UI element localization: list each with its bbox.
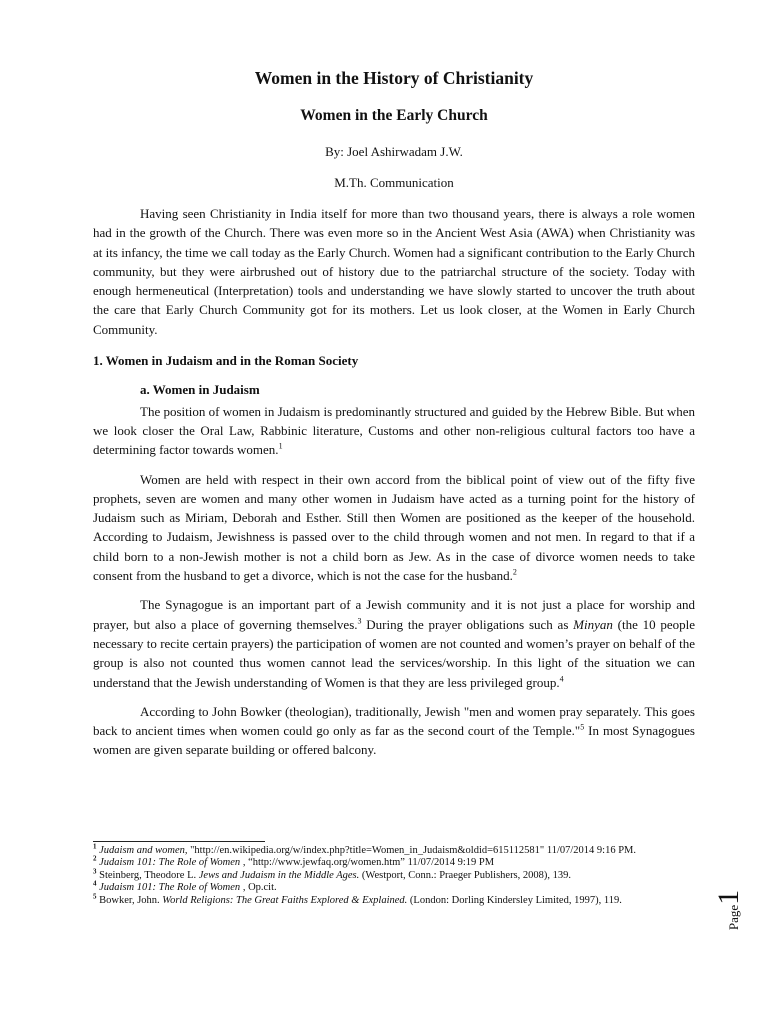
footnote-title: Judaism and women, xyxy=(99,845,188,856)
footnote-5 xyxy=(93,892,693,907)
footnote-2 xyxy=(93,854,693,869)
footnote-ref: 1 xyxy=(278,441,283,451)
footnote-4 xyxy=(93,879,693,894)
footnote-ref: 4 xyxy=(559,674,564,684)
paragraph-text: In most Synagogues women are given separate building or offered balcony. xyxy=(93,723,695,758)
italic-term: Minyan xyxy=(573,616,613,632)
footnote-ref: 3 xyxy=(357,616,362,626)
author-line: By: Joel Ashirwadam J.W. xyxy=(325,144,463,159)
footnote-title: World Religions: The Great Faiths Explored & Explained. xyxy=(162,894,408,906)
footnote-divider xyxy=(93,841,265,842)
footnote-text: , Op.cit. xyxy=(240,882,277,894)
footnote-3 xyxy=(93,867,693,882)
paragraph-text: The position of women in Judaism is predominantly structured and guided by the Hebrew Bible. But when we look closer the Oral Law, Rabbinic literature, Customs and other non-religious cultural factors too have a determining factor towards women. xyxy=(93,403,695,458)
degree-line: M.Th. Communication xyxy=(334,175,454,190)
paragraph-2 xyxy=(93,470,695,586)
footnote-text: (Westport, Conn.: Praeger Publishers, 2008), 139. xyxy=(359,869,572,881)
document-subtitle: Women in the Early Church xyxy=(300,107,488,124)
footnote-title: Judaism 101: The Role of Women xyxy=(99,857,241,869)
footnotes xyxy=(93,842,693,907)
page-number xyxy=(712,885,762,935)
paragraph-4 xyxy=(93,702,695,760)
footnote-number: 5 xyxy=(93,892,97,901)
footnote-number: 2 xyxy=(93,854,97,863)
paragraph-1 xyxy=(93,402,695,460)
footnote-number: 4 xyxy=(93,879,97,888)
footnote-text: "http://en.wikipedia.org/w/index.php?title=Women_in_Judaism&oldid=615112581" 11/07/2014 9:16 PM. xyxy=(187,845,636,856)
page-label: Page xyxy=(726,904,741,931)
footnote-number: 3 xyxy=(93,867,97,876)
body-text xyxy=(93,204,695,760)
footnote-ref: 2 xyxy=(512,567,517,577)
footnote-text: , “http://www.jewfaq.org/women.htm” 11/07/2014 9:19 PM xyxy=(240,857,495,869)
subsection-heading: a. Women in Judaism xyxy=(140,382,260,398)
footnote-number: 1 xyxy=(93,842,97,851)
paragraph-text: According to John Bowker (theologian), traditionally, Jewish "men and women pray separately. This goes back to ancient times when women could go only as far as the second court of the Temple." xyxy=(93,703,695,739)
footnote-1 xyxy=(93,842,693,857)
section-heading: 1. Women in Judaism and in the Roman Society xyxy=(93,353,359,369)
paragraph-text: The Synagogue is an important part of a Jewish community and it is not just a place for worship and prayer, but also a place of governing themselves. xyxy=(93,597,695,632)
footnote-text: Steinberg, Theodore L. xyxy=(96,869,199,881)
paragraph-text: During the prayer obligations such as xyxy=(361,616,574,632)
paragraph-3 xyxy=(93,595,695,691)
footnote-title: Judaism 101: The Role of Women xyxy=(99,882,241,894)
footnote-ref: 5 xyxy=(580,722,585,732)
document-title: Women in the History of Christianity xyxy=(254,68,534,88)
paragraph-text: (the 10 people necessary to recite certain prayers) the participation of women are not counted and women’s prayer on behalf of the group is also not counted thus women cannot lead the services/worship. In this light of the situation we can understand that the Jewish understanding of Women is that they are less privileged group. xyxy=(93,616,696,690)
intro-paragraph: Having seen Christianity in India itself for more than two thousand years, there is always a role women had in the growth of the Church. There was even more so in the Ancient West Asia (AWA) when Christianity was at its infancy, the time we call today as the Early Church. Women had a significant contribution to the Early Church community, but they were airbrushed out of history due to the patriarchal structure of the society. Today with enough hermeneutical (Interpretation) tools and understanding we have slowly started to uncover the truth about the care that Early Church Community got for its mothers. Let us look closer, at the Women in Early Church Community. xyxy=(93,206,695,337)
paragraph-text: Women are held with respect in their own accord from the biblical point of view out of the fifty five prophets, seven are women and many other women in Judaism have acted as a turning point for the history of Judaism such as Miriam, Deborah and Esther. Still then Women are positioned as the keeper of the household. According to Judaism, Jewishness is passed over to the child through women and not men. In regard to that if a child born to a non-Jewish mother is not a child born as Jew. As in the case of divorce women needs to take consent from the husband to get a divorce, which is not the case for the husband. xyxy=(93,471,695,584)
page-number-value: 1 xyxy=(712,889,745,905)
footnote-title: Jews and Judaism in the Middle Ages. xyxy=(198,869,360,881)
footnote-text: Bowker, John. xyxy=(96,894,163,906)
footnote-text: (London: Dorling Kindersley Limited, 1997), 119. xyxy=(407,894,622,906)
